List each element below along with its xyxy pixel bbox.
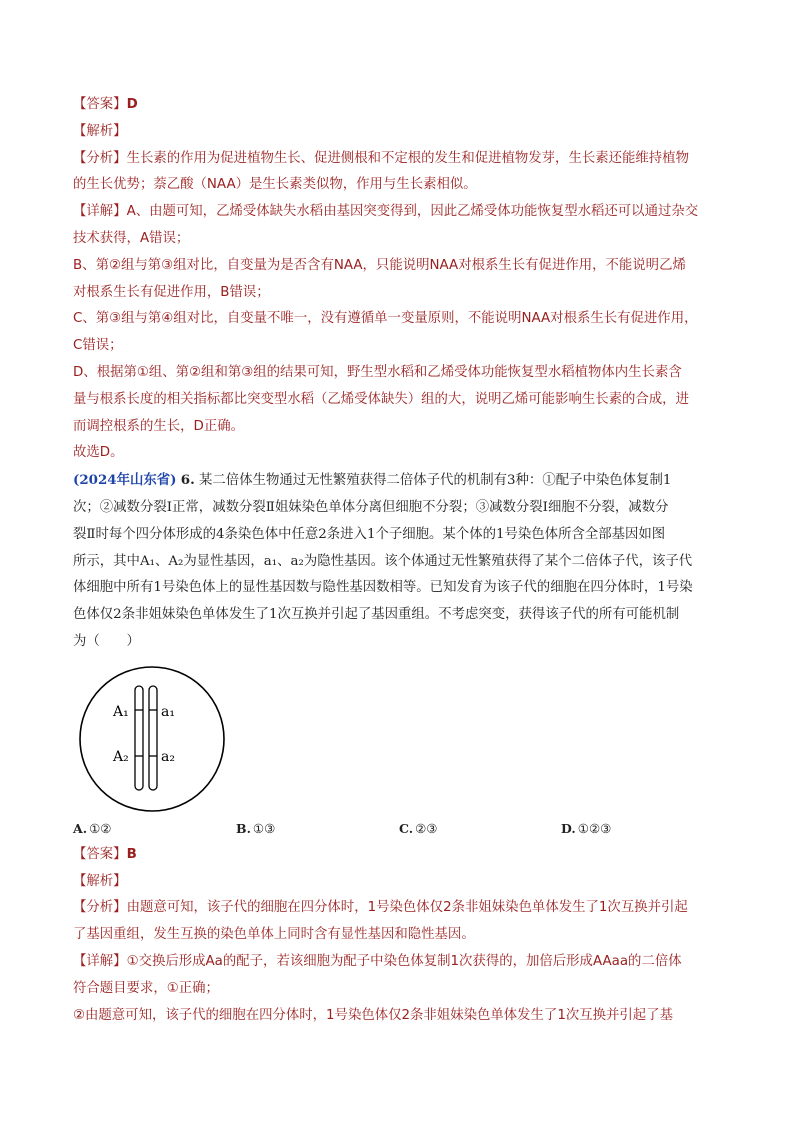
detail-tag: 【详解】	[73, 204, 127, 220]
question-text: 次；②减数分裂Ⅰ正常，减数分裂Ⅱ姐妹染色单体分离但细胞不分裂；③减数分裂Ⅰ细胞不分裂，减数分	[73, 499, 669, 515]
question-text: 为（ ）	[73, 633, 140, 649]
answer-tag: 【答案】	[73, 846, 127, 862]
fenxi-line	[73, 146, 729, 173]
label-A2: A₂	[113, 748, 129, 765]
label-a1: a₁	[161, 703, 175, 720]
analysis-tag: 【解析】	[73, 873, 127, 889]
detail-text: C错误；	[73, 338, 123, 354]
detail-text: C、第③组与第④组对比，自变量不唯一，没有遵循单一变量原则，不能说明NAA对根系生长有促进作用，	[73, 311, 698, 327]
option-c[interactable]: C. ②③	[399, 820, 438, 836]
fenxi-text: 生长素的作用为促进植物生长、促进侧根和不定根的发生和促进植物发芽，生长素还能维持植物	[126, 150, 689, 166]
question-text: 色体仅2条非姐妹染色单体发生了1次互换并引起了基因重组。不考虑突变，获得该子代的所有可能机制	[73, 607, 680, 623]
detail-text: 技术获得，A错误；	[73, 230, 190, 246]
fenxi-text: 由题意可知，该子代的细胞在四分体时，1号染色体仅2条非姐妹染色单体发生了1次互换并引起	[126, 900, 688, 916]
label-A1: A₁	[113, 703, 129, 720]
option-a[interactable]: A. ①②	[73, 820, 112, 836]
detail-line	[73, 949, 729, 976]
detail-text: B、第②组与第③组对比，自变量为是否含有NAA，只能说明NAA对根系生长有促进作用，不能说明乙烯	[73, 257, 686, 273]
detail-text: A、由题可知，乙烯受体缺失水稻由基因突变得到，因此乙烯受体功能恢复型水稻还可以通过杂交	[126, 204, 699, 220]
question-text: 某二倍体生物通过无性繁殖获得二倍体子代的机制有3种：①配子中染色体复制1	[199, 473, 672, 489]
answer-options	[73, 816, 729, 842]
chromatid-right	[149, 686, 157, 790]
answer-tag: 【答案】	[73, 97, 127, 112]
detail-text: ②由题意可知，该子代的细胞在四分体时，1号染色体仅2条非姐妹染色单体发生了1次互换并引起了基	[73, 1007, 673, 1023]
answer-value: D	[126, 97, 138, 112]
cell-diagram	[77, 664, 227, 814]
detail-text: 对根系生长有促进作用，B错误；	[73, 284, 270, 300]
fenxi-line	[73, 895, 729, 922]
option-b[interactable]: B. ①③	[236, 820, 276, 836]
question-text: 裂Ⅱ时每个四分体形成的4条染色体中任意2条进入1个子细胞。某个体的1号染色体所含全部基因如图	[73, 526, 666, 542]
option-d[interactable]: D. ①②③	[561, 820, 612, 836]
document-page	[73, 92, 729, 1029]
detail-tag: 【详解】	[73, 953, 127, 969]
analysis-tag: 【解析】	[73, 123, 127, 139]
question-text: 体细胞中所有1号染色体上的显性基因数与隐性基因数相等。已知发育为该子代的细胞在四分体时，1号染	[73, 580, 693, 596]
detail-line	[73, 199, 729, 226]
question-line	[73, 467, 729, 495]
label-a2: a₂	[161, 748, 175, 765]
answer-line	[73, 842, 729, 869]
chromatid-left	[135, 686, 143, 790]
fenxi-text: 了基因重组，发生互换的染色单体上同时含有显性基因和隐性基因。	[73, 927, 475, 943]
chromosome-figure	[77, 664, 227, 814]
question-source: (2024年山东省)	[73, 472, 177, 489]
answer-value: B	[126, 846, 137, 862]
answer-line	[73, 92, 729, 119]
question-number: 6.	[180, 472, 195, 489]
question-text: 所示，其中A₁、A₂为显性基因，a₁、a₂为隐性基因。该个体通过无性繁殖获得了某个二倍体子代，该子代	[73, 553, 693, 569]
detail-text: D、根据第①组、第②组和第③组的结果可知，野生型水稻和乙烯受体功能恢复型水稻植物体内生长素含	[73, 364, 682, 380]
detail-text: 而调控根系的生长，D正确。	[73, 418, 244, 434]
fenxi-tag: 【分析】	[73, 150, 127, 166]
detail-text: 符合题目要求，①正确；	[73, 980, 219, 996]
detail-text: ①交换后形成Aa的配子，若该细胞为配子中染色体复制1次获得的，加倍后形成AAaa的二倍体	[126, 953, 682, 969]
detail-text: 故选D。	[73, 445, 124, 461]
fenxi-text: 的生长优势；萘乙酸（NAA）是生长素类似物，作用与生长素相似。	[73, 177, 477, 193]
detail-text: 量与根系长度的相关指标都比突变型水稻（乙烯受体缺失）组的大，说明乙烯可能影响生长素的合成，进	[73, 391, 689, 407]
fenxi-tag: 【分析】	[73, 900, 127, 916]
